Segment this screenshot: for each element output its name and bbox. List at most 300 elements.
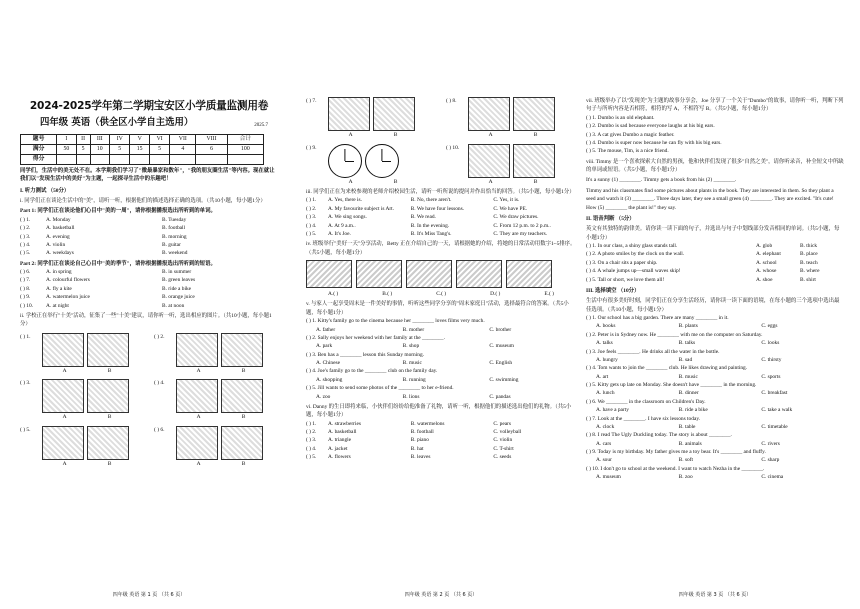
score-cell: VI (149, 134, 169, 144)
phonics-item (586, 250, 844, 258)
choice-list (586, 314, 844, 482)
option-a[interactable]: A. clock (596, 423, 615, 430)
item-number[interactable]: ( ) 1. (306, 197, 317, 204)
option-b: B. ride a bike (162, 285, 192, 292)
option-picture[interactable] (176, 426, 218, 460)
option-picture[interactable] (468, 97, 510, 131)
question-number[interactable]: ( ) 6. (154, 426, 165, 433)
option-picture[interactable] (221, 426, 263, 460)
option-a[interactable]: A. hungry (596, 356, 618, 363)
option-a[interactable]: A. basketball (328, 429, 357, 436)
picture-options (42, 426, 129, 460)
question-number[interactable]: ( ) 5. (20, 426, 31, 433)
picture-options (176, 379, 263, 413)
picture-question (306, 144, 436, 187)
option-a[interactable]: A. shopping (316, 376, 343, 383)
option-a[interactable]: A. whose (756, 268, 777, 275)
phonics-list (586, 242, 844, 284)
option-a[interactable]: A. flowers (328, 454, 351, 461)
option-b[interactable]: B. In the evening. (410, 222, 450, 229)
picture-row (446, 144, 576, 178)
scene-letter-row (306, 290, 576, 298)
score-full-row (21, 144, 264, 154)
scene-letter[interactable]: A.( ) (328, 291, 339, 298)
vi-list (306, 420, 576, 462)
question-number[interactable]: ( ) 7. (306, 98, 317, 104)
question-text: ( ) 5. Kitty gets up late on Monday. She doesn't have ________ in the morning. (586, 382, 757, 388)
picture-question (20, 426, 144, 469)
picture-grid (20, 333, 278, 469)
option-a[interactable]: A. We sing songs. (328, 214, 367, 221)
label-a: A (62, 414, 67, 421)
picture-row (446, 97, 576, 131)
scene-picture (306, 260, 352, 288)
option-picture[interactable] (42, 379, 84, 413)
picture-options (176, 333, 263, 367)
option-c[interactable]: C. take a walk (761, 407, 793, 414)
score-entry[interactable] (149, 154, 169, 164)
label-a: A (348, 178, 353, 185)
phonics-sentence: ( ) 4. A whale jumps up—small waves skip! (586, 268, 681, 275)
list-item (306, 213, 576, 221)
option-c[interactable]: C. looks (761, 340, 780, 347)
picture-labels (176, 367, 266, 376)
label-b: B (241, 460, 246, 467)
list-item (306, 230, 576, 238)
option-picture[interactable] (513, 144, 555, 178)
label-a: A (348, 132, 353, 138)
option-c[interactable]: C. sharp (761, 457, 780, 464)
option-row (586, 406, 844, 414)
option-c[interactable]: C. sports (761, 373, 781, 380)
label-b: B (107, 460, 112, 467)
list-item (20, 302, 278, 310)
score-entry[interactable] (196, 154, 227, 164)
option-c[interactable]: C. seeds (493, 454, 512, 461)
option-b[interactable]: B. sad (678, 356, 693, 363)
list-item (20, 233, 278, 241)
list-item (306, 205, 576, 213)
option-b[interactable]: B. We have four lessons. (410, 205, 465, 212)
score-header-row (21, 134, 264, 144)
score-cell: 满分 (21, 144, 57, 154)
option-c[interactable]: C. pandas (489, 393, 511, 400)
option-picture[interactable] (468, 144, 510, 178)
picture-question (446, 144, 576, 187)
option-c[interactable]: C. timetable (761, 423, 788, 430)
score-entry[interactable] (227, 154, 263, 164)
picture-question (20, 379, 144, 422)
option-b[interactable]: B. mother (402, 326, 425, 333)
score-cell: 4 (170, 144, 196, 154)
label-b: B (107, 367, 112, 374)
question-number[interactable]: ( ) 9. (306, 144, 317, 151)
score-cell: IV (110, 134, 130, 144)
item-number[interactable]: ( ) 4. (306, 445, 317, 452)
picture-options (328, 97, 415, 131)
option-b: B. football (162, 225, 186, 232)
option-row (306, 359, 576, 367)
question-text: ( ) 9. Today is my birthday. My father gives me a toy bear. It's ________ and fluffy. (586, 449, 766, 455)
item-number[interactable]: ( ) 7. (20, 277, 31, 284)
option-a[interactable]: A. sour (596, 457, 612, 464)
part1-list (20, 216, 278, 258)
option-b[interactable]: B. music (402, 360, 422, 367)
option-c[interactable]: C. Yes, it is. (493, 197, 520, 204)
option-picture[interactable] (373, 97, 415, 131)
option-a[interactable]: A. lunch (596, 390, 615, 397)
option-row (586, 339, 844, 347)
option-b[interactable]: B. lions (402, 393, 420, 400)
question-text: ( ) 3. Joe feels ________. He drinks all the water in the bottle. (586, 348, 720, 355)
option-c[interactable]: C. eggs (761, 323, 778, 330)
option-a[interactable]: A. It's Joe. (328, 230, 351, 237)
option-a: A. weekdays (46, 250, 74, 257)
option-row (586, 389, 844, 397)
option-b[interactable]: B. music (678, 373, 698, 380)
option-b[interactable]: B. talks (678, 340, 696, 347)
statement-item[interactable]: ( ) 5. The mouse, Tim, is a nice friend. (586, 148, 669, 155)
label-a: A (488, 178, 493, 185)
option-b: B. green leaves (162, 277, 196, 284)
option-a[interactable]: A. park (316, 343, 333, 350)
option-a[interactable]: A. strawberries (328, 420, 361, 427)
picture-options (328, 144, 399, 178)
option-c[interactable]: C. T-shirt (493, 445, 514, 452)
option-picture[interactable] (513, 97, 555, 131)
question-text: ( ) 7. Look at the ________. I have six lessons today. (586, 415, 701, 422)
option-b[interactable]: B. No, there aren't. (410, 197, 452, 204)
page-footer: 四年级 英语 第 3 页 （共 6 页） (678, 592, 752, 598)
phonics-item (586, 242, 844, 250)
list-item (20, 268, 278, 276)
option-a[interactable]: A. zoo (316, 393, 331, 400)
option-picture[interactable] (176, 379, 218, 413)
section-heading: III. 选择填空 （10分） (586, 287, 640, 294)
option-a: A. at night (46, 302, 69, 309)
score-entry[interactable] (90, 154, 109, 164)
scene-letter[interactable]: C.( ) (436, 291, 447, 298)
question-text: ( ) 1. Kitty's family go to the cinema because her ________ loves films very much. (306, 318, 485, 325)
scene-picture (506, 260, 552, 288)
score-entry[interactable] (170, 154, 196, 164)
option-b[interactable]: B. leaves (410, 454, 431, 461)
statement-item[interactable]: ( ) 1. Dumbo is an old elephant. (586, 114, 655, 121)
picture-labels (42, 367, 132, 376)
option-b[interactable]: B. We read. (410, 214, 436, 221)
statement-item[interactable]: ( ) 3. A cat gives Dumbo a magic feather. (586, 131, 675, 138)
scene-row (306, 260, 576, 288)
instruction: vi. Danny 的生日即将来临，小伙伴们纷纷给他准备了礼物，请听一听，根据他们的描述选出他们的礼物。（共5小题，每小题1分） (306, 403, 572, 419)
option-a[interactable]: A. school (756, 259, 777, 266)
option-c[interactable]: C. breakfast (761, 390, 788, 397)
instruction: v. 与家人一起享受周末是一件美好的事情，听听这些同学分享的"周末家庭日"活动，选择最符合的答案。（共5小题，每小题1分） (306, 301, 569, 316)
option-a: A. colourful flowers (46, 277, 90, 284)
option-c[interactable]: C. museum (489, 343, 514, 350)
option-row (586, 440, 844, 448)
cloze-text: Timmy and his classmates find some pictures about plants in the book. They are interested in them. So they plant a seed and watch it (3) ________. Three days later, they see a small green (4) ________. They are excited. "It's cute! How (5) ________ the plant is!" they say. (586, 187, 834, 211)
score-cell: II (76, 134, 90, 144)
instruction: viii. Timmy 是一个喜欢探索大自然的男孩，他和伙伴们发现了很多"自然之美"，请你听录音，补全短文中所缺的单词或短语。（共5小题，每小题1分） (586, 158, 844, 173)
subtitle-text: 四年级 英语（供全区小学自主选用） (40, 117, 194, 129)
score-cell: 100 (227, 144, 263, 154)
question-number[interactable]: ( ) 4. (154, 380, 165, 387)
option-picture[interactable] (42, 426, 84, 460)
question-text: ( ) 6. We ________ in the classroom on Children's Day. (586, 398, 706, 405)
option-b[interactable]: B. soft (678, 457, 694, 464)
option-b[interactable]: B. zoo (678, 474, 693, 481)
option-a[interactable]: A. My favourite subject is Art. (328, 205, 395, 212)
option-a[interactable]: A. museum (596, 474, 621, 481)
option-c[interactable]: C. pears (493, 420, 512, 427)
scene-picture (456, 260, 502, 288)
option-c[interactable]: C. We have PE. (493, 205, 528, 212)
instruction: i. 同学们正在谈论生活中的"美"，请听一听，根据他们的描述选择正确的选项。（共10小题，每小题1分） (20, 198, 266, 205)
question-number[interactable]: ( ) 10. (446, 144, 460, 151)
picture-row (154, 379, 278, 413)
scene-letter[interactable]: B.( ) (382, 291, 393, 298)
option-b[interactable]: B. teach (800, 259, 818, 266)
option-a: A. watermelon juice (46, 294, 90, 301)
option-row (586, 456, 844, 464)
option-a[interactable]: A. glob (756, 243, 773, 249)
option-picture[interactable] (328, 97, 370, 131)
item-number[interactable]: ( ) 1. (306, 420, 317, 427)
option-picture[interactable] (87, 333, 129, 367)
instruction: iv. 班级举行"美好一天"分享活动，Betty 正在介绍自己的一天，请根据她的介绍，将她的日常活动用数字1~5排序。（共5小题，每小题1分） (306, 241, 576, 256)
option-a[interactable]: A. books (596, 323, 616, 330)
score-entry[interactable] (110, 154, 130, 164)
clock-picture[interactable] (365, 144, 399, 178)
option-a[interactable]: A. talks (596, 340, 613, 347)
option-b[interactable]: B. plants (678, 323, 698, 330)
option-picture[interactable] (42, 333, 84, 367)
item-number[interactable]: ( ) 4. (20, 241, 31, 248)
option-picture[interactable] (176, 333, 218, 367)
score-cell: 得分 (21, 154, 57, 164)
option-b[interactable]: B. shirt (800, 276, 816, 283)
option-c[interactable]: C. volleyball (493, 429, 522, 436)
picture-row (20, 333, 144, 367)
option-b: B. weekend (162, 250, 188, 257)
picture-labels (176, 413, 266, 422)
scene-letter[interactable]: E.( ) (544, 291, 554, 298)
picture-question (306, 97, 436, 140)
option-b[interactable]: B. shop (402, 343, 420, 350)
option-c[interactable]: C. swimming (489, 376, 519, 383)
label-a: A (62, 367, 67, 374)
question-text: ( ) 8. I read The Ugly Duckling today. The story is about ________. (586, 432, 732, 439)
page-footer: 四年级 英语 第 1 页 （共 6 页） (112, 592, 186, 598)
option-a[interactable]: A. triangle (328, 437, 352, 444)
label-a: A (488, 132, 493, 138)
scene-picture (406, 260, 452, 288)
label-b: B (241, 367, 246, 374)
label-a: A (196, 414, 201, 421)
option-picture[interactable] (221, 333, 263, 367)
item-number[interactable]: ( ) 5. (306, 454, 317, 461)
scene-letter[interactable]: D.( ) (490, 291, 501, 298)
item-number[interactable]: ( ) 3. (306, 214, 317, 221)
item-number[interactable]: ( ) 8. (20, 285, 31, 292)
option-c[interactable]: C. rivers (761, 440, 780, 447)
picture-grid (306, 97, 576, 186)
exam-page-3 (586, 0, 844, 609)
picture-labels (328, 178, 418, 187)
question-text: ( ) 3. Ben has a ________ lesson this Sunday morning. (306, 351, 424, 358)
picture-question (154, 333, 278, 376)
phonics-item (586, 276, 844, 284)
phonics-item (586, 267, 844, 275)
statement-item[interactable]: ( ) 4. Dumbo is super now because he can fly with his big ears. (586, 139, 722, 146)
option-row (586, 373, 844, 381)
option-a[interactable]: A. art (596, 373, 609, 380)
list-item (306, 453, 576, 461)
option-c[interactable]: C. From 12 p.m. to 2 p.m.. (493, 222, 551, 229)
option-b: B. in summer (162, 269, 192, 276)
option-b[interactable]: B. watermelons (410, 420, 445, 427)
option-c[interactable]: C. brother (489, 326, 512, 333)
option-a[interactable]: A. have a party (596, 407, 629, 414)
option-a[interactable]: A. At 9 a.m.. (328, 222, 356, 229)
instruction: 英文有其独特的韵律美。请你读一读下面的句子，并选出与句子中划线部分发音相同的单词。（共5小题，每小题1分） (586, 226, 840, 241)
option-c[interactable]: C. We draw pictures. (493, 214, 539, 221)
option-b[interactable]: B. animals (678, 440, 702, 447)
option-c[interactable]: C. thirsty (761, 356, 782, 363)
picture-labels (42, 460, 132, 469)
option-c[interactable]: C. English (489, 360, 513, 367)
item-number[interactable]: ( ) 9. (20, 294, 31, 301)
picture-row (20, 379, 144, 413)
phonics-sentence: ( ) 3. On a chair sits a paper ship. (586, 259, 658, 266)
option-row (586, 473, 844, 481)
option-b: B. morning (162, 233, 187, 240)
option-c[interactable]: C. violin (493, 437, 513, 444)
label-a: A (196, 460, 201, 467)
section-heading: II. 语音判断 （5分） (586, 215, 635, 222)
option-c[interactable]: C. They are my teachers. (493, 230, 548, 237)
instruction: 生活中有很多美好时刻，同学们正在分享生活经历，请你读一读下面的语境，在每小题的三个选项中选出最佳选项。（共10小题，每小题1分） (586, 298, 840, 313)
question-number[interactable]: ( ) 3. (20, 380, 31, 387)
item-number[interactable]: ( ) 3. (20, 233, 31, 240)
option-row (586, 322, 844, 330)
option-b[interactable]: B. It's Miss Tang's. (410, 230, 452, 237)
part2-list (20, 268, 278, 310)
statement-item[interactable]: ( ) 2. Dumbo is sad because everyone laughs at his big ears. (586, 123, 715, 130)
option-b[interactable]: B. dinner (678, 390, 699, 397)
label-a: A (196, 367, 201, 374)
question-text: ( ) 2. Sally enjoys her weekend with her family at the ________. (306, 334, 445, 341)
option-b: B. guitar (162, 241, 181, 248)
option-a[interactable]: A. elephant (756, 251, 781, 258)
option-picture[interactable] (87, 379, 129, 413)
question-number[interactable]: ( ) 2. (154, 333, 165, 340)
option-row (306, 376, 576, 384)
part-heading: Part 1: 同学们正在谈论他们心目中"美的一周"，请你根据播报选出所听到的单词。 (20, 208, 216, 215)
score-cell: III (90, 134, 109, 144)
intro-text: 同学们，生活中的美无处不在。本学期我们学习了"微最暴家和数年"，"我的朋友圈生活"等内容。现在就让我们以"发现生活中的美好"为主题，一起探寻生活中的乐趣吧！ (20, 167, 275, 183)
option-a[interactable]: A. shoe (756, 276, 773, 283)
page-footer: 四年级 英语 第 2 页 （共 6 页） (404, 592, 478, 598)
item-number[interactable]: ( ) 2. (20, 225, 31, 232)
option-b[interactable]: B. hat (410, 445, 424, 452)
item-number[interactable]: ( ) 3. (306, 437, 317, 444)
option-b[interactable]: B. ride a bike (678, 407, 708, 414)
option-b[interactable]: B. where (800, 268, 820, 275)
item-number[interactable]: ( ) 2. (306, 205, 317, 212)
option-a: A. in spring (46, 269, 72, 276)
score-entry[interactable] (57, 154, 76, 164)
picture-options (176, 426, 263, 460)
label-b: B (241, 414, 246, 421)
option-b[interactable]: B. place (800, 251, 818, 258)
label-b: B (533, 178, 538, 185)
option-c[interactable]: C. cinema (761, 474, 784, 481)
option-a[interactable]: A. father (316, 326, 336, 333)
score-entry[interactable] (76, 154, 90, 164)
item-number[interactable]: ( ) 1. (20, 216, 31, 223)
option-row (306, 326, 576, 334)
list-item (306, 420, 576, 428)
option-a[interactable]: A. jacket (328, 445, 348, 452)
option-row (586, 423, 844, 431)
instruction: vii. 班级举办了以"发现美"为主题的故事分享会，Joe 分享了一个关于"Dumbo"的故事，请你听一听，判断下列句子与所听内容是否相符，相符的写 A，不相符写 B。（共5小题，每小题1分） (586, 98, 844, 113)
picture-options (468, 144, 555, 178)
score-got-row (21, 154, 264, 164)
section-heading: I. 听力测试 （50分） (20, 187, 70, 194)
cloze-text: It's a sunny (1) ________. Timmy gets a book from his (2) ________. (586, 177, 737, 184)
item-number[interactable]: ( ) 10. (20, 302, 34, 309)
option-a[interactable]: A. Chinese (316, 360, 340, 367)
question-text: ( ) 4. Joe's family go to the ________ club on the family day. (306, 368, 438, 375)
option-b[interactable]: B. table (678, 423, 696, 430)
item-number[interactable]: ( ) 5. (306, 230, 317, 237)
exam-title: 2024-2025学年第二学期宝安区小学质量监测用卷 (29, 100, 269, 112)
option-a[interactable]: A. cars (596, 440, 612, 447)
picture-labels (468, 131, 558, 140)
score-cell: VII (170, 134, 196, 144)
picture-question (154, 379, 278, 422)
score-cell: 10 (90, 144, 109, 154)
option-a: A. Monday (46, 216, 71, 223)
question-number[interactable]: ( ) 8. (446, 98, 457, 104)
option-b[interactable]: B. thick (800, 243, 818, 249)
question-number[interactable]: ( ) 1. (20, 333, 31, 340)
exam-page-2 (306, 0, 576, 609)
item-number[interactable]: ( ) 6. (20, 269, 31, 276)
list-item (20, 285, 278, 293)
label-b: B (393, 132, 398, 138)
item-number[interactable]: ( ) 2. (306, 429, 317, 436)
option-picture[interactable] (221, 379, 263, 413)
score-table (20, 134, 264, 165)
option-b[interactable]: B. piano (410, 437, 429, 444)
label-b: B (107, 414, 112, 421)
part-heading: Part 2: 同学们正在谈论自己心目中"美的季节"，请你根据播报选出所听到的短语。 (20, 260, 216, 267)
scene-picture (356, 260, 402, 288)
picture-labels (468, 178, 558, 187)
option-a[interactable]: A. Yes, there is. (328, 197, 362, 204)
list-item (20, 241, 278, 249)
option-b[interactable]: B. football (410, 429, 434, 436)
option-picture[interactable] (87, 426, 129, 460)
option-b[interactable]: B. running (402, 376, 426, 383)
score-entry[interactable] (130, 154, 149, 164)
item-number[interactable]: ( ) 5. (20, 250, 31, 257)
picture-question (154, 426, 278, 469)
item-number[interactable]: ( ) 4. (306, 222, 317, 229)
clock-picture[interactable] (328, 144, 362, 178)
